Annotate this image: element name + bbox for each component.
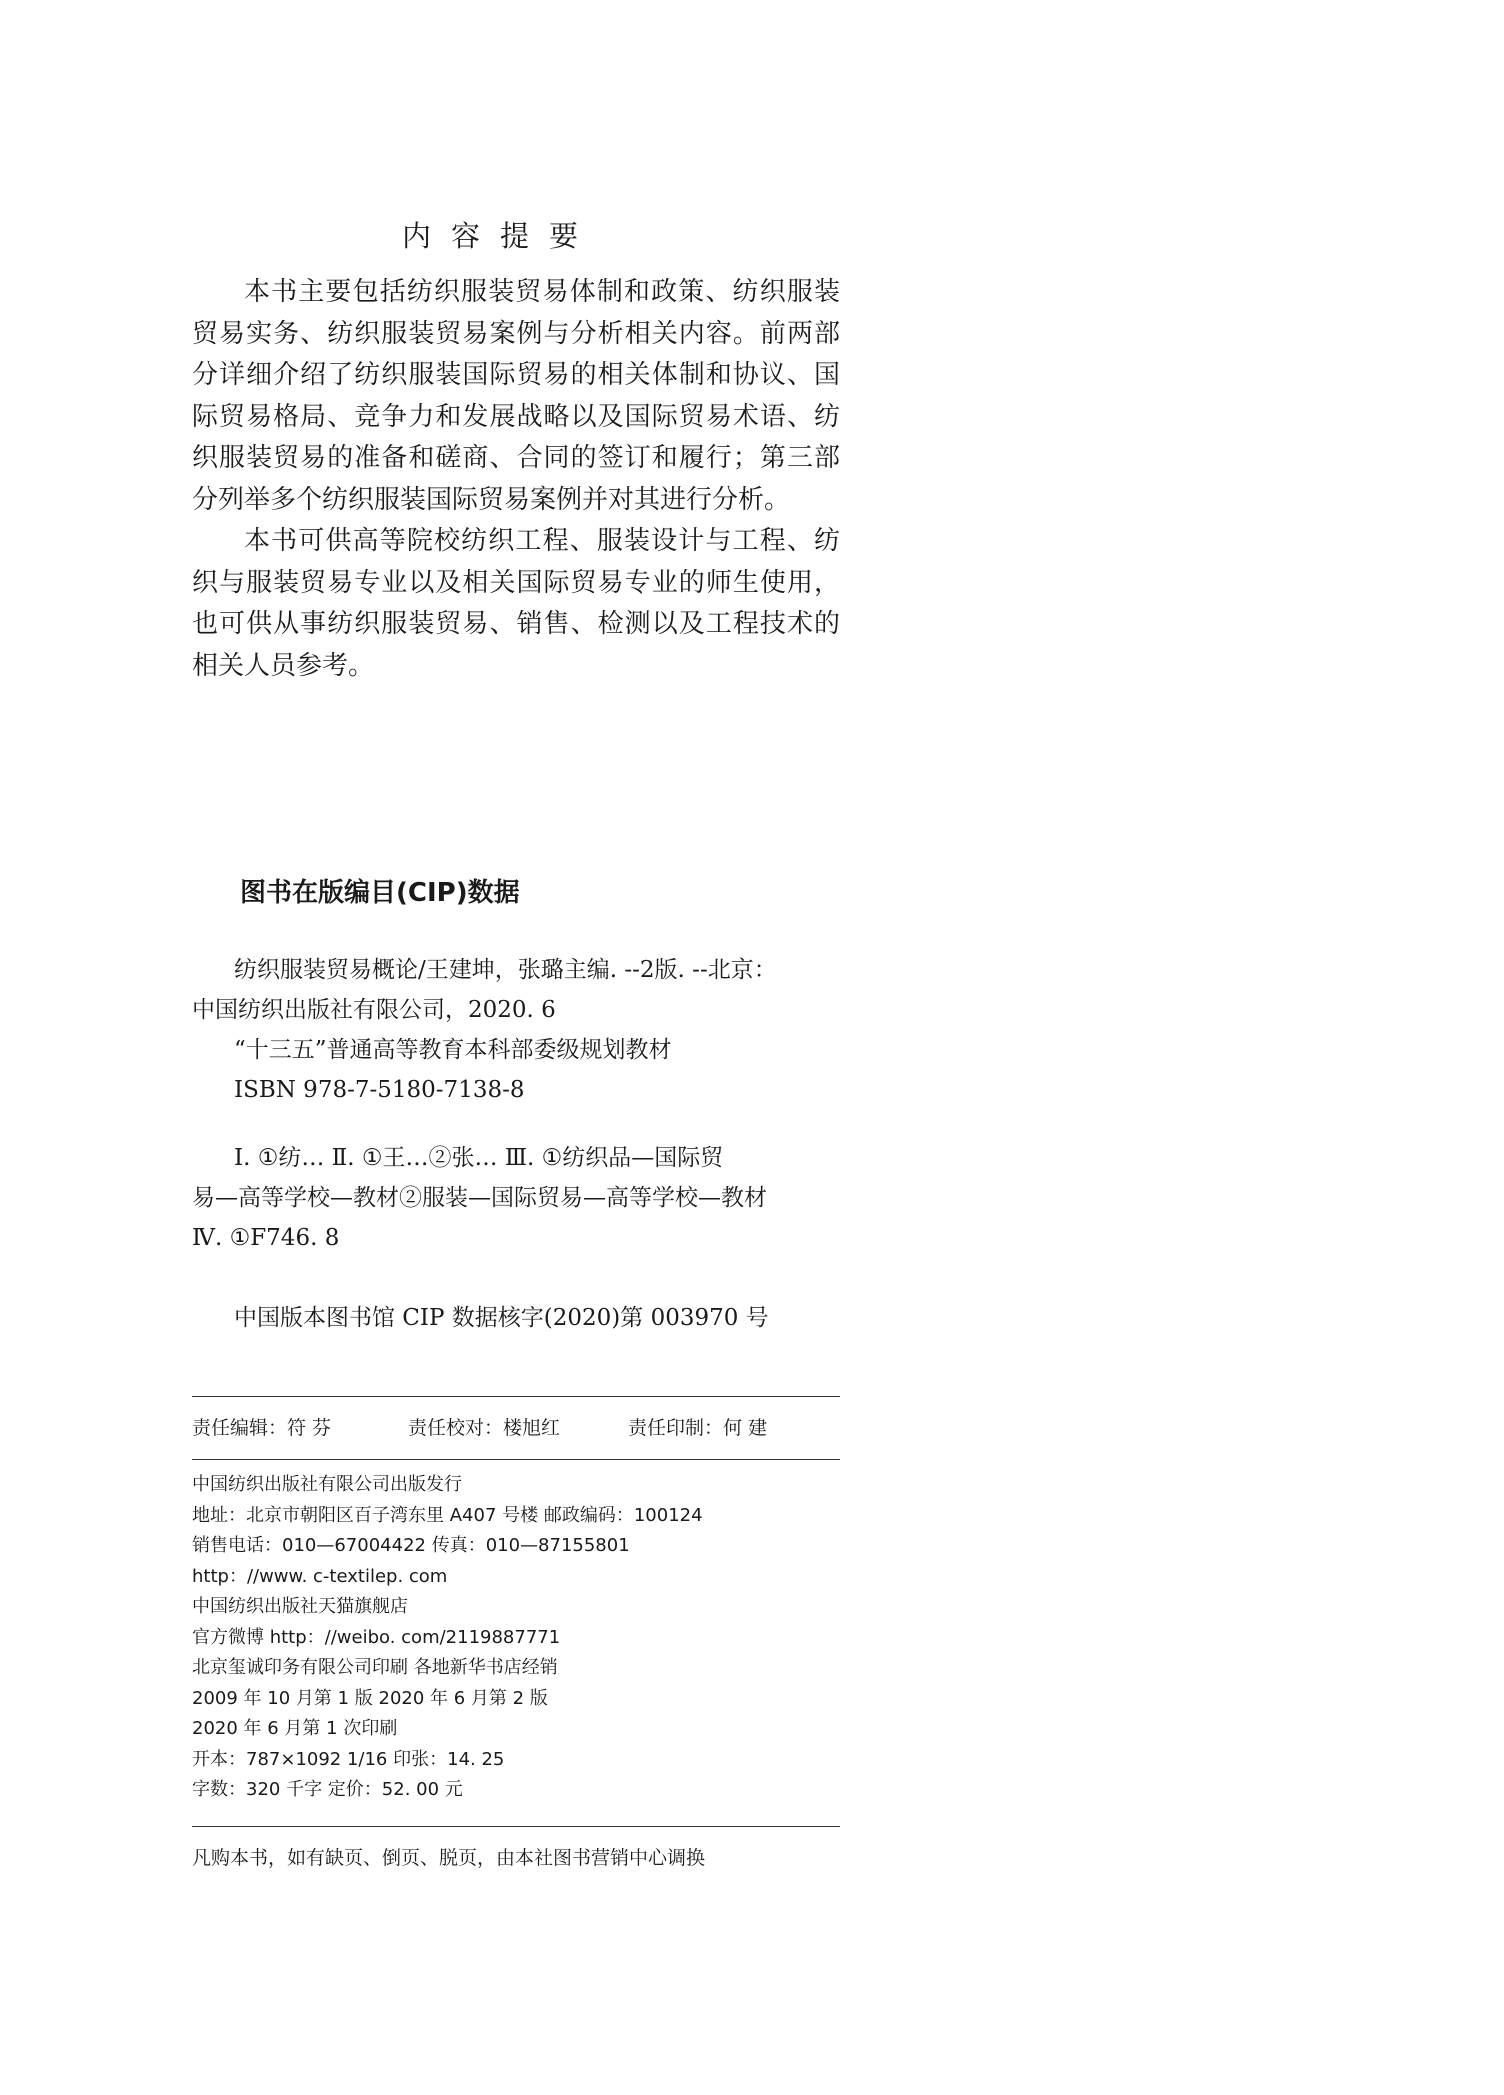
cip-line: Ⅰ. ①纺… Ⅱ. ①王…②张… Ⅲ. ①纺织品—国际贸	[234, 1145, 724, 1171]
cip-line: 中国版本图书馆 CIP 数据核字(2020)第 003970 号	[234, 1305, 769, 1331]
publisher-line: 字数：320 千字 定价：52. 00 元	[192, 1779, 463, 1800]
publisher-line: 开本：787×1092 1/16 印张：14. 25	[192, 1748, 505, 1770]
cip-line: 易—高等学校—教材②服装—国际贸易—高等学校—教材	[192, 1185, 767, 1211]
publisher-info	[192, 1470, 840, 1806]
publisher-line: 地址：北京市朝阳区百子湾东里 A407 号楼 邮政编码：100124	[192, 1504, 703, 1526]
cip-classification	[192, 1138, 840, 1258]
publisher-line: 北京玺诚印务有限公司印刷 各地新华书店经销	[192, 1657, 558, 1678]
cip-line: 中国纺织出版社有限公司，2020. 6	[192, 997, 556, 1023]
printing-credit: 责任印制：何 建	[628, 1417, 768, 1439]
cip-line: ISBN 978-7-5180-7138-8	[234, 1077, 525, 1103]
publisher-line: 中国纺织出版社天猫旗舰店	[192, 1596, 408, 1617]
summary-body	[192, 272, 840, 687]
cip-check-number	[192, 1298, 840, 1338]
summary-paragraph: 本书可供高等院校纺织工程、服装设计与工程、纺织与服装贸易专业以及相关国际贸易专业的师生使用，也可供从事纺织服装贸易、销售、检测以及工程技术的相关人员参考。	[192, 526, 840, 681]
cip-line: 纺织服装贸易概论/王建坤，张璐主编. --2版. --北京：	[234, 957, 777, 983]
divider	[192, 1459, 840, 1460]
summary-paragraph: 本书主要包括纺织服装贸易体制和政策、纺织服装贸易实务、纺织服装贸易案例与分析相关内容。前两部分详细介绍了纺织服装国际贸易的相关体制和协议、国际贸易格局、竞争力和发展战略以及国际贸易术语、纺织服装贸易的准备和磋商、合同的签订和履行；第三部分列举多个纺织服装国际贸易案例并对其进行分析。	[192, 277, 840, 515]
publisher-line: 官方微博 http：//weibo. com/2119887771	[192, 1626, 561, 1648]
staff-credits	[192, 1408, 840, 1448]
publisher-line: http：//www. c-textilep. com	[192, 1565, 448, 1587]
publisher-line: 2020 年 6 月第 1 次印刷	[192, 1718, 398, 1739]
cip-line: Ⅳ. ①F746. 8	[192, 1225, 340, 1251]
publisher-line: 中国纺织出版社有限公司出版发行	[192, 1474, 462, 1495]
cip-title: 图书在版编目(CIP)数据	[240, 878, 520, 908]
replacement-notice: 凡购本书，如有缺页、倒页、脱页，由本社图书营销中心调换	[192, 1847, 706, 1869]
summary-title: 内容提要	[401, 219, 598, 253]
publisher-line: 销售电话：010—67004422 传真：010—87155801	[192, 1535, 630, 1556]
divider	[192, 1826, 840, 1827]
divider	[192, 1396, 840, 1397]
publisher-line: 2009 年 10 月第 1 版 2020 年 6 月第 2 版	[192, 1687, 548, 1709]
proofreader-credit: 责任校对：楼旭红	[408, 1417, 561, 1439]
cip-line: “十三五”普通高等教育本科部委级规划教材	[234, 1037, 672, 1063]
cip-description	[192, 950, 840, 1110]
editor-credit: 责任编辑：符 芬	[192, 1417, 332, 1439]
